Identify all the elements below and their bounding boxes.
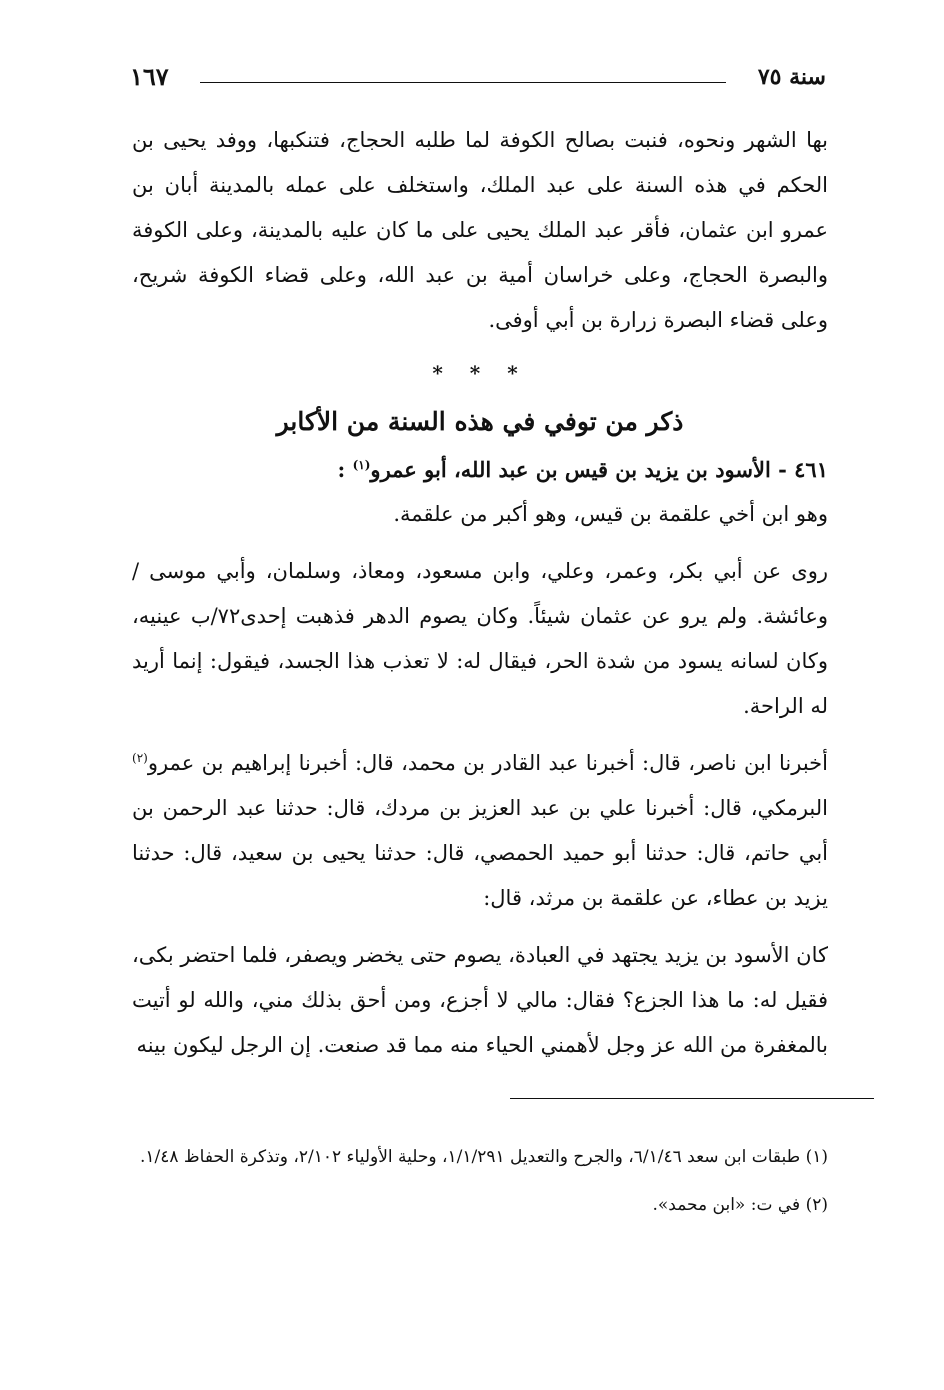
main-text bbox=[132, 118, 828, 1068]
footnote-rule bbox=[510, 1098, 874, 1099]
header-rule bbox=[200, 82, 726, 83]
entry-paragraph-4: كان الأسود بن يزيد يجتهد في العبادة، يصوم حتى يخضر ويصفر، فلما احتضر بكى، فقيل له: ما هذا الجزع؟ فقال: مالي لا أجزع، ومن أحق بذلك مني، والله لو أتيت بالمغفرة من الله عز وجل لأهمني الحياء منه مما قد صنعت. إن الرجل ليكون بينه bbox=[132, 943, 828, 1057]
header-year: سنة ٧٥ bbox=[757, 64, 826, 90]
entry-title bbox=[132, 447, 828, 492]
entry-paragraph-1: وهو ابن أخي علقمة بن قيس، وهو أكبر من علقمة. bbox=[393, 502, 828, 526]
footnote-2: (٢) في ت: «ابن محمد». bbox=[652, 1195, 828, 1215]
section-separator: * * * bbox=[432, 361, 528, 385]
running-header bbox=[130, 64, 826, 104]
footnote-ref-2[interactable]: (٢) bbox=[132, 751, 148, 765]
entry-title-colon: : bbox=[337, 457, 346, 482]
manuscript-folio-marker: ٧٢/ب bbox=[190, 604, 241, 628]
section-title: ذكر من توفي في هذه السنة من الأكابر bbox=[276, 407, 684, 436]
entry-paragraph-3 bbox=[132, 741, 828, 921]
footnotes bbox=[132, 1140, 828, 1236]
page-number: ١٦٧ bbox=[130, 62, 169, 91]
entry-paragraph-2 bbox=[132, 549, 828, 729]
entry-paragraph-3-b: البرمكي، قال: أخبرنا علي بن عبد العزيز بن مردك، قال: حدثنا عبد الرحمن بن أبي حاتم، قال: حدثنا أبو حميد الحمصي، قال: حدثنا يحيى بن سعيد، قال: حدثنا يزيد بن عطاء، عن علقمة بن مرثد، قال: bbox=[132, 796, 828, 910]
entry-paragraph-2-b: عينيه، وكان لسانه يسود من شدة الحر، فيقال له: لا تعذب هذا الجسد، فيقول: إنما أريد له الراحة. bbox=[132, 604, 828, 718]
footnote-1: (١) طبقات ابن سعد ٦/١/٤٦، والجرح والتعديل ١/١/٢٩١، وحلية الأولياء ٢/١٠٢، وتذكرة الحفاظ ١/٤٨. bbox=[140, 1147, 828, 1167]
entry-paragraph-3-a: أخبرنا ابن ناصر، قال: أخبرنا عبد القادر بن محمد، قال: أخبرنا إبراهيم بن عمرو bbox=[147, 751, 828, 775]
entry-title-text: ٤٦١ - الأسود بن يزيد بن قيس بن عبد الله، أبو عمرو bbox=[370, 457, 828, 482]
footnote-ref-1[interactable]: (١) bbox=[352, 458, 371, 472]
intro-paragraph: بها الشهر ونحوه، فنبت بصالح الكوفة لما طلبه الحجاج، فتنكبها، ووفد يحيى بن الحكم في هذه السنة على عبد الملك، واستخلف على عمله بالمدينة أبان بن عمرو ابن عثمان، فأقر عبد الملك يحيى على ما كان عليه بالمدينة، وعلى الكوفة والبصرة الحجاج، وعلى خراسان أمية بن عبد الله، وعلى قضاء الكوفة شريح، وعلى قضاء البصرة زرارة بن أبي أوفى. bbox=[132, 128, 828, 332]
entry-paragraph-2-a: روى عن أبي بكر، وعمر، وعلي، وابن مسعود، ومعاذ، وسلمان، وأبي موسى / وعائشة. ولم يرو عن عثمان شيئاً. وكان يصوم الدهر فذهبت إحدى bbox=[132, 559, 828, 628]
